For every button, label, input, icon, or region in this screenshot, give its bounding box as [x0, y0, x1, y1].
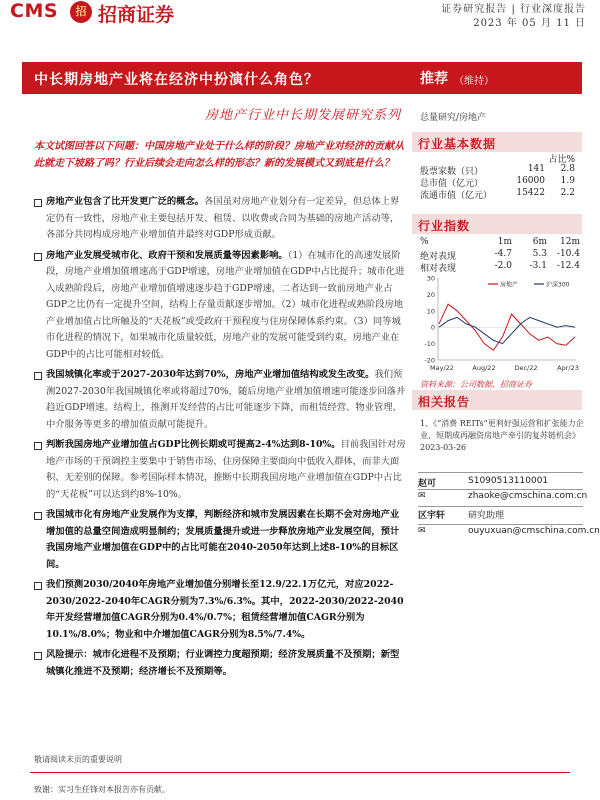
related-heading-text: 相关报告 [418, 395, 471, 409]
related-report-list [420, 418, 585, 454]
list-item [34, 194, 408, 244]
doc-type: 证券研究报告 | 行业深度报告 [441, 4, 586, 15]
industry-index-table [420, 237, 580, 273]
divider [418, 489, 583, 490]
analyst-name: 赵可 [418, 479, 437, 489]
row-pct: 1.9 [560, 176, 575, 186]
point-text: 目前我国针对房地产市场的干预调控主要集中于销售市场，住房保障主要面向中低收入群体，而非大面积、无差别的保障。参考国际样本情况，推断中长期我国房地产业增加值在GDP中占比的“天花板”可以达到约8%-10%。 [46, 439, 406, 500]
y-tick-label: 20 [426, 290, 435, 299]
row-pct: 2.2 [560, 188, 575, 198]
row-value: -4.7 [494, 249, 512, 259]
email-icon: ✉ [418, 526, 426, 536]
x-tick-label: Dec/22 [514, 364, 538, 372]
y-tick-label: 10 [426, 307, 435, 316]
analyst-email[interactable]: zhaoke@cmschina.com.cn [468, 491, 588, 501]
legend-label: 沪深300 [546, 281, 570, 289]
row-value: 141 [527, 164, 545, 174]
row-value: -12.4 [556, 261, 580, 271]
report-header [0, 0, 600, 30]
footer-contrib: 致谢：实习生任锋对本报告亦有贡献。 [34, 785, 170, 794]
row-name: 流通市值（亿元） [420, 191, 493, 201]
point-bold: 我们预测2030/2040年房地产业增加值分别增长至12.9/22.1万亿元，对应2022-2030/2022-2040年CAGR分别为7.3%/6.3%。其中，2022-2030/2022-2040年开发经营增加值CAGR分别为0.4%/0.7%；租赁经营增加值CAGR分别为10.1%/8.0%；物业和中介增加值CAGR分别为8.5%/7.4%。 [46, 579, 404, 640]
point-bold: 我国城镇化率或于2027-2030年达到70%，房地产业增加值结构或发生改变。 [46, 369, 375, 380]
divider [418, 506, 583, 507]
list-item [34, 367, 408, 433]
row-value: 16000 [516, 176, 545, 186]
related-report-item[interactable]: 1、《“消费 REITs”更利好强运营和扩张能力企业，短期成再融资房地产牵引的复苏链机会》2023-03-26 [420, 419, 584, 452]
row-name: 股票家数（只） [420, 167, 484, 177]
table-header-row [420, 152, 580, 164]
logo-cms-text: CMS [10, 0, 59, 22]
pct-header: 占比% [548, 155, 575, 165]
list-item [34, 647, 408, 680]
industry-basics-table [420, 152, 580, 200]
logo-seal-icon: 招 [70, 1, 92, 23]
intro-question: 本文试图回答以下问题：中国房地产业处于什么样的阶段？房地产业对经济的贡献从此就走下坡路了吗？行业后续会走向怎么样的形态？新的发展模式又到底是什么？ [34, 141, 404, 169]
list-item [34, 437, 408, 503]
report-subtitle: 房地产行业中长期发展研究系列 [205, 108, 402, 123]
row-name: 总市值（亿元） [420, 179, 484, 189]
company-logo [10, 0, 210, 26]
analyst-code: S1090513110001 [468, 476, 549, 486]
y-tick-label: 0 [430, 323, 435, 332]
divider [418, 524, 583, 525]
point-text: 各国虽对房地产业划分有一定差异，但总体上界定仍有一致性，房地产业主要包括开发、租赁、以收费或合同为基础的房地产活动等，各部分共同构成房地产业增加值并最终对GDP形成贡献。 [46, 196, 400, 240]
table-header-row [420, 237, 580, 249]
y-tick-label: -20 [424, 356, 435, 365]
point-text: 我们预测2027-2030年我国城镇化率或将超过70%，随后房地产业增加值增速可能逐步回落并趋近GDP增速。结构上，推测开发经营的占比可能逐步下降，而租赁经营、物业管理、中介服务等更多的增加值贡献可能提升。 [46, 369, 406, 430]
list-item [34, 248, 408, 364]
analyst-name: 区宇轩 [418, 511, 446, 521]
report-title: 中长期房地产业将在经济中扮演什么角色？ [34, 72, 319, 88]
point-bold: 我国城市化有房地产业发展作为支撑，判断经济和城市发展因素在长期不会对房地产业增加值的总量空间造成明显制约；发展质量提升或进一步释放房地产业发展空间，预计我国房地产业增加值在GDP中的占比可能在2040-2050年达到上述8-10%的目标区间。 [46, 509, 400, 570]
logo-cn-text: 招商证券 [98, 4, 175, 26]
index-chart-svg [418, 272, 582, 380]
row-value: -3.1 [529, 261, 547, 271]
x-tick-label: Aug/22 [472, 364, 496, 372]
footer-divider [30, 772, 570, 773]
title-band [22, 62, 412, 94]
chart-source: 资料来源：公司数据、招商证券 [420, 380, 532, 389]
analyst-title: 研究助理 [468, 511, 505, 521]
industry-index-heading [412, 214, 582, 234]
row-value: -2.0 [494, 261, 512, 271]
table-row [420, 164, 580, 176]
key-points-list [34, 194, 408, 684]
series-line-csi300 [439, 317, 575, 343]
col-6m: 6m [532, 237, 547, 247]
y-tick-label: -10 [424, 340, 435, 349]
divider [418, 472, 583, 473]
x-tick-label: May/22 [430, 364, 454, 372]
report-date: 2023 年 05 月 11 日 [473, 18, 586, 29]
point-bold: 房地产业发展受城市化、政府干预和发展质量等因素影响。 [46, 249, 288, 261]
point-bold: 判断我国房地产业增加值占GDP比例长期或可提高2-4%达到8-10%。 [46, 439, 341, 450]
row-value: 5.3 [532, 249, 547, 259]
list-item [34, 507, 408, 573]
report-category: 总量研究/房地产 [420, 113, 487, 123]
analyst-email[interactable]: ouyuxuan@cmschina.com.cn [468, 526, 600, 536]
rating-sub: （维持） [454, 76, 494, 87]
industry-basics-heading [412, 132, 582, 152]
row-value: 15422 [516, 188, 545, 198]
row-pct: 2.8 [560, 164, 575, 174]
pct-unit: % [420, 237, 429, 247]
index-chart [418, 272, 582, 380]
rating-label: 推荐 [420, 71, 448, 87]
point-bold: 房地产业包含了比开发更广泛的概念。 [46, 196, 205, 207]
footer-note: 敬请阅读末页的重要说明 [34, 755, 122, 764]
row-name: 绝对表现 [420, 252, 457, 262]
table-row [420, 188, 580, 200]
row-name: 相对表现 [420, 264, 457, 274]
col-12m: 12m [560, 237, 580, 247]
col-1m: 1m [497, 237, 512, 247]
point-bold: 风险提示：城市化进程不及预期；行业调控力度超预期；经济发展质量不及预期；新型城镇化推进不及预期；经济增长不及预期等。 [46, 649, 400, 677]
x-tick-label: Apr/23 [557, 364, 579, 372]
point-text: （1）在城市化的高速发展阶段，房地产业增加值增速高于GDP增速，房地产业增加值在GDP中占比提升；城市化进入成熟阶段后，房地产业增加值增速逐步趋于GDP增速，二者达到一致前房地产业占GDP之比仍有一定提升空间，结构上存量贡献逐步增加。（2）城市化进程或熟阶段房地产业增加值占比所触及的“天花板”或受政府干预程度与住房保障体系约束。（3）同等城市化进程的情况下，如果城市化质量较低，房地产业的发展可能受到约束，房地产业在GDP中的占比可能相对较低。 [46, 249, 405, 360]
related-heading [412, 390, 582, 410]
email-icon: ✉ [418, 491, 426, 501]
row-value: -10.4 [556, 249, 580, 259]
list-item [34, 577, 408, 643]
y-tick-label: 30 [426, 274, 435, 283]
industry-index-heading-text: 行业指数 [418, 219, 471, 233]
industry-basics-heading-text: 行业基本数据 [418, 137, 497, 151]
table-row [420, 176, 580, 188]
rating-band [412, 62, 582, 94]
table-row [420, 249, 580, 261]
legend-label: 房地产 [500, 281, 519, 289]
